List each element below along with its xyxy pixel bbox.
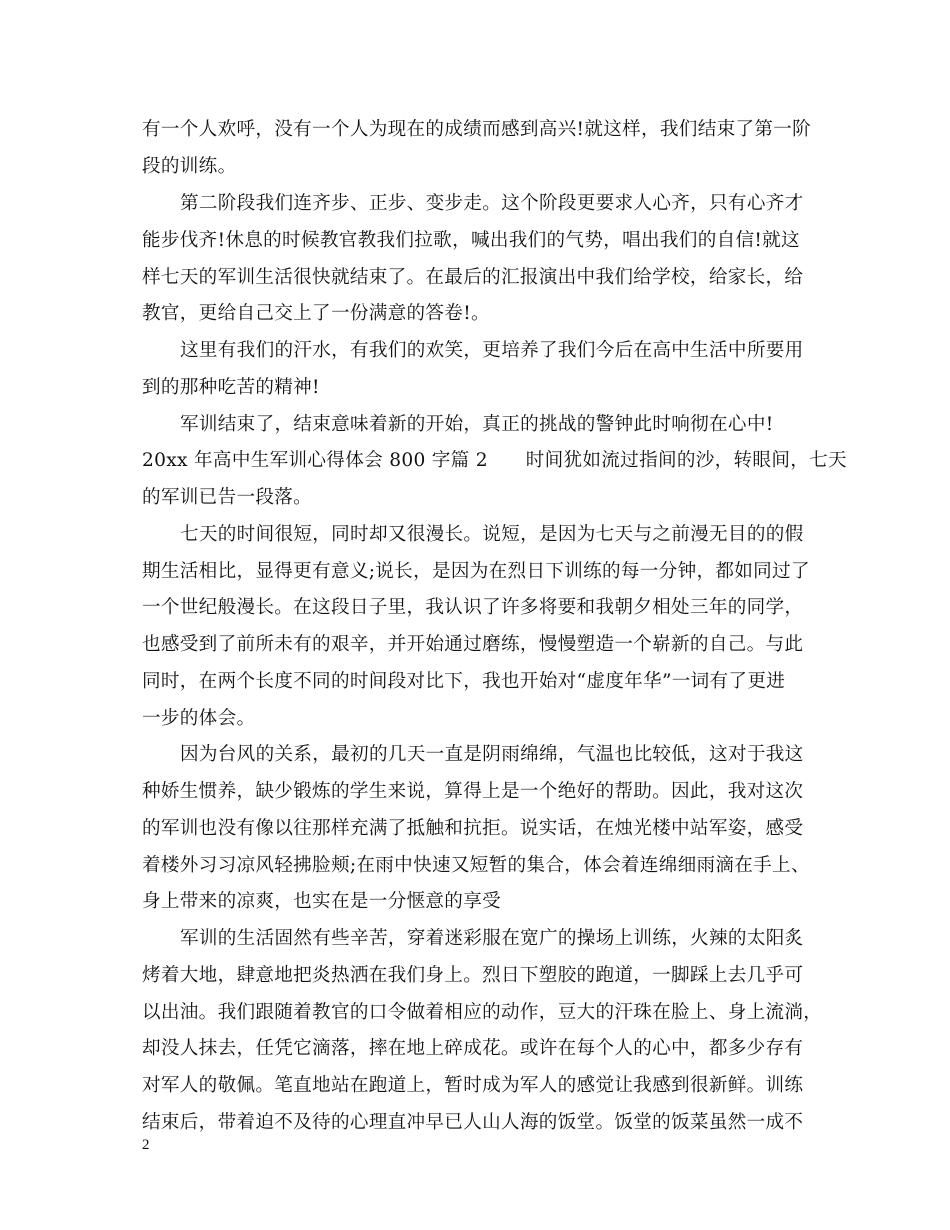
text-line: 也感受到了前所未有的艰辛，并开始通过磨练，慢慢塑造一个崭新的自己。与此	[142, 634, 804, 655]
text-line: 一步的体会。	[142, 708, 256, 729]
paragraph-first-line: 第二阶段我们连齐步、正步、变步走。这个阶段更要求人心齐，只有心齐才	[180, 193, 804, 214]
text-line: 同时，在两个长度不同的时间段对比下，我也开始对“虚度年华”一词有了更进	[142, 671, 786, 692]
text-line: 有一个人欢呼，没有一个人为现在的成绩而感到高兴!就这样，我们结束了第一阶	[142, 119, 812, 140]
text-line: 却没人抹去，任凭它滴落，摔在地上碎成花。或许在每个人的心中，都多少存有	[142, 1038, 804, 1059]
paragraph-first-line: 这里有我们的汗水，有我们的欢笑，更培养了我们今后在高中生活中所要用	[180, 340, 804, 361]
paragraph-first-line: 军训的生活固然有些辛苦，穿着迷彩服在宽广的操场上训练，火辣的太阳炙	[180, 928, 804, 949]
text-line: 到的那种吃苦的精神!	[142, 377, 320, 398]
text-line: 以出油。我们跟随着教官的口令做着相应的动作，豆大的汗珠在脸上、身上流淌，	[142, 1002, 823, 1023]
paragraph-first-line: 因为台风的关系，最初的几天一直是阴雨绵绵，气温也比较低，这对于我这	[180, 744, 804, 765]
text-line: 样七天的军训生活很快就结束了。在最后的汇报演出中我们给学校，给家长，给	[142, 267, 804, 288]
paragraph-first-line: 七天的时间很短，同时却又很漫长。说短，是因为七天与之前漫无目的的假	[180, 524, 804, 545]
text-line: 的军训已告一段落。	[142, 487, 313, 508]
text-line: 能步伐齐!休息的时候教官教我们拉歌，喊出我们的气势，唱出我们的自信!就这	[142, 230, 800, 251]
text-line: 烤着大地，肆意地把炎热洒在我们身上。烈日下塑胶的跑道，一脚踩上去几乎可	[142, 965, 804, 986]
page-number: 2	[142, 1137, 150, 1153]
text-line: 期生活相比，显得更有意义;说长，是因为在烈日下训练的每一分钟，都如同过了	[142, 561, 810, 582]
text-line: 种娇生惯养，缺少锻炼的学生来说，算得上是一个绝好的帮助。因此，我对这次	[142, 781, 804, 802]
text-line: 教官，更给自己交上了一份满意的答卷!。	[142, 303, 490, 324]
text-line: 对军人的敬佩。笔直地站在跑道上，暂时成为军人的感觉让我感到很新鲜。训练	[142, 1075, 804, 1096]
paragraph-first-line: 军训结束了，结束意味着新的开始，真正的挑战的警钟此时响彻在心中!	[180, 414, 774, 435]
text-line: 结束后，带着迫不及待的心理直冲早已人山人海的饭堂。饭堂的饭菜虽然一成不	[142, 1112, 804, 1133]
text-line: 的军训也没有像以往那样充满了抵触和抗拒。说实话，在烛光楼中站军姿，感受	[142, 818, 804, 839]
section-heading-line: 20xx 年高中生军训心得体会 800 字篇 2 时间犹如流过指间的沙，转眼间，七天	[142, 450, 847, 471]
text-line: 段的训练。	[142, 156, 237, 177]
text-line: 身上带来的凉爽，也实在是一分惬意的享受	[142, 891, 501, 912]
text-line: 一个世纪般漫长。在这段日子里，我认识了许多将要和我朝夕相处三年的同学，	[142, 597, 804, 618]
text-line: 着楼外习习凉风轻拂脸颊;在雨中快速又短暂的集合，体会着连绵细雨滴在手上、	[142, 855, 810, 876]
